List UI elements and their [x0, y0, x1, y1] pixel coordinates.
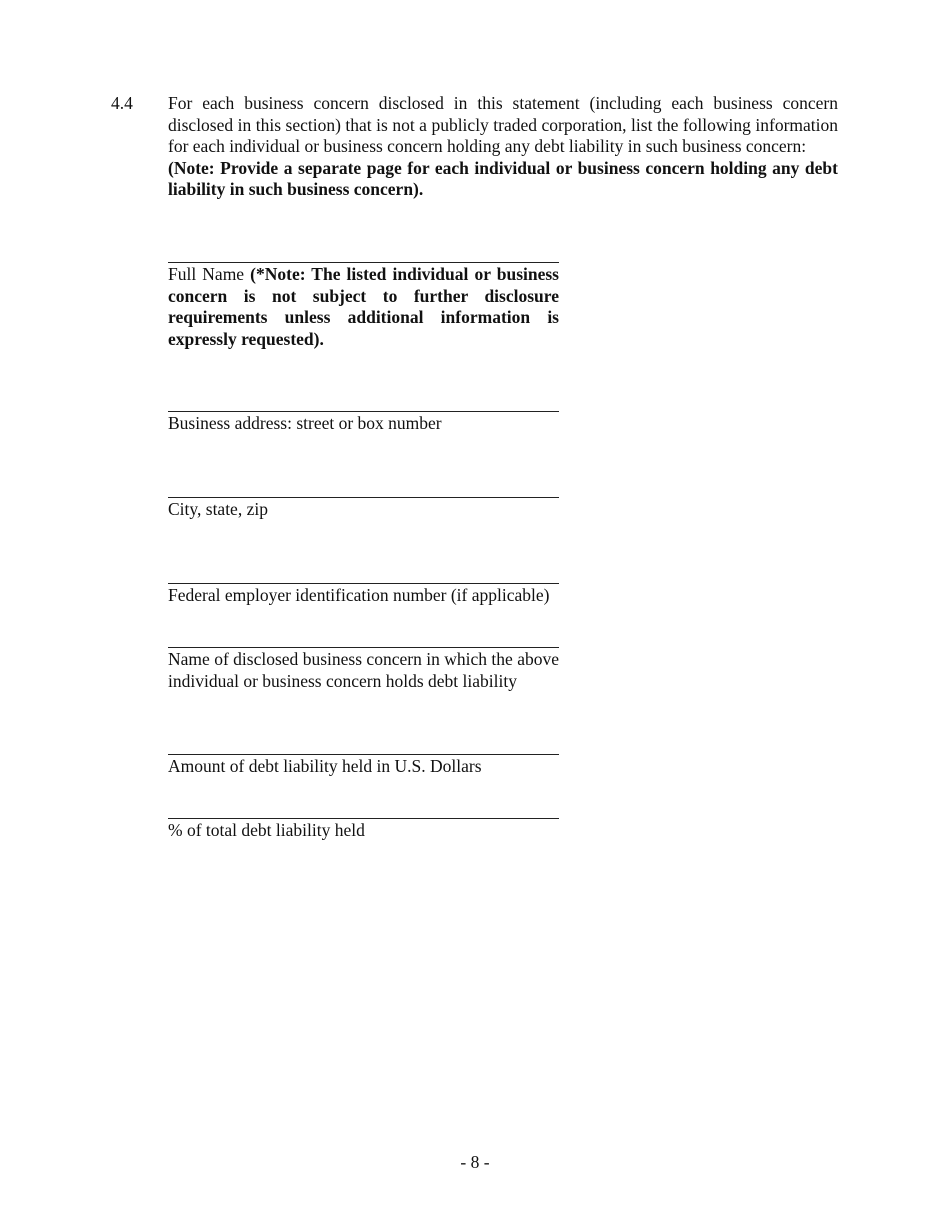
disclosed-concern-field: [168, 647, 559, 692]
section-intro: For each business concern disclosed in this statement (including each business concern disclosed in this section) that is not a publicly traded corporation, list the following information for each individual or business concern holding any debt liability in such business concern:: [168, 93, 838, 157]
percent-field: [168, 818, 559, 842]
city-state-zip-field: [168, 497, 559, 521]
full-name-label: Full Name: [168, 264, 245, 284]
amount-field: [168, 754, 559, 778]
full-name-label-block: [168, 264, 559, 350]
page-number: - 8 -: [460, 1152, 490, 1172]
business-address-line[interactable]: [168, 411, 559, 412]
section-number: 4.4: [111, 93, 133, 113]
amount-label: Amount of debt liability held in U.S. Dollars: [168, 756, 482, 776]
business-address-label: Business address: street or box number: [168, 413, 442, 433]
full-name-field: [168, 262, 559, 350]
percent-label: % of total debt liability held: [168, 820, 365, 840]
disclosed-concern-label: Name of disclosed business concern in which the above individual or business concern holds debt liability: [168, 649, 559, 691]
amount-line[interactable]: [168, 754, 559, 755]
fein-line[interactable]: [168, 583, 559, 584]
full-name-line[interactable]: [168, 262, 559, 263]
business-address-field: [168, 411, 559, 435]
fein-label: Federal employer identification number (if applicable): [168, 585, 550, 605]
city-state-zip-label: City, state, zip: [168, 499, 268, 519]
disclosed-concern-line[interactable]: [168, 647, 559, 648]
percent-line[interactable]: [168, 818, 559, 819]
section-note: (Note: Provide a separate page for each individual or business concern holding any debt liability in such business concern).: [168, 157, 838, 200]
fein-field: [168, 583, 559, 607]
section-body: [168, 93, 838, 201]
city-state-zip-line[interactable]: [168, 497, 559, 498]
full-name-note: (*Note: The listed individual or business concern is not subject to further disclosure requirements unless additional information is expressly requested).: [168, 264, 559, 349]
